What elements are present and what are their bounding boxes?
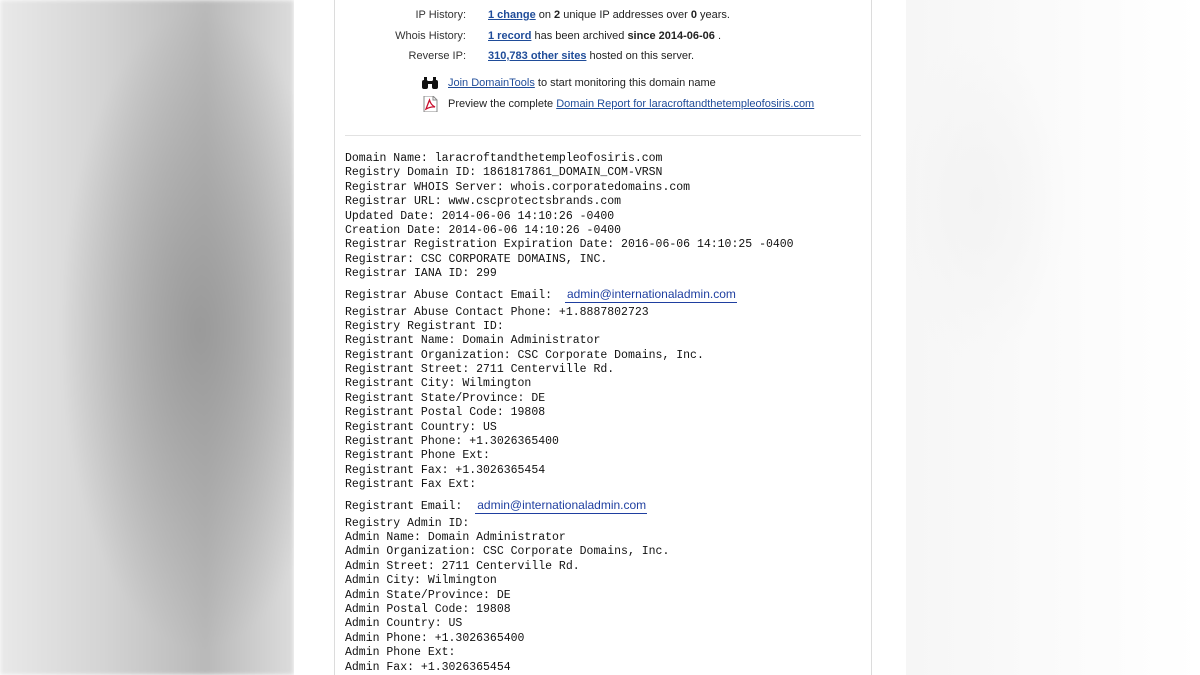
whois-line: Registrant Fax Ext:: [345, 478, 477, 492]
whois-line: Admin Street: 2711 Centerville Rd.: [345, 559, 580, 573]
whois-line: Registrant Fax: +1.3026365454: [345, 463, 546, 477]
whois-line: Registrar IANA ID: 299: [345, 267, 497, 281]
whois-line: Admin Phone: +1.3026365400: [345, 631, 525, 645]
whois-line: Admin Country: US: [345, 617, 463, 631]
whois-line: Creation Date: 2014-06-06 14:10:26 -0400: [345, 223, 622, 237]
ip-history-text: years.: [696, 9, 730, 21]
whois-line: Admin State/Province: DE: [345, 588, 511, 602]
ip-years: 0: [690, 9, 697, 21]
whois-line: Registrant Name: Domain Administrator: [345, 334, 601, 348]
ip-history-text: on: [535, 9, 555, 21]
registrant-email-link[interactable]: admin@internationaladmin.com: [477, 497, 647, 512]
whois-line: Registrant Country: US: [345, 420, 497, 434]
whois-history-link[interactable]: 1 record: [488, 30, 532, 42]
reverse-ip-label: Reverse IP:: [408, 50, 466, 62]
whois-line: Admin Organization: CSC Corporate Domains, Inc.: [345, 545, 670, 559]
whois-line: Registrant State/Province: DE: [345, 391, 546, 405]
whois-line: Admin Postal Code: 19808: [345, 602, 511, 616]
whois-line: Updated Date: 2014-06-06 14:10:26 -0400: [345, 209, 615, 223]
whois-line: Registrar URL: www.cscprotectsbrands.com: [345, 195, 622, 209]
whois-line: Admin Name: Domain Administrator: [345, 530, 566, 544]
registrant-email-label: Registrant Email:: [345, 499, 470, 513]
background-blur-right: [906, 0, 1200, 675]
registrant-email-line: [345, 493, 865, 517]
abuse-email-label: Registrar Abuse Contact Email:: [345, 288, 559, 302]
ip-history-text: unique IP addresses over: [560, 9, 691, 21]
domain-report-text: [448, 95, 814, 113]
whois-line: Admin Fax: +1.3026365454: [345, 660, 511, 674]
whois-line: Registrar: CSC CORPORATE DOMAINS, INC.: [345, 252, 608, 266]
whois-line: Registry Registrant ID:: [345, 319, 504, 333]
join-domaintools-text: [448, 74, 716, 92]
reverse-ip-link[interactable]: 310,783 other sites: [488, 50, 587, 62]
domain-report-link[interactable]: Domain Report for laracroftandthetempleofosiris.com: [556, 98, 815, 110]
background-blur-left: [0, 0, 294, 675]
ip-count: 2: [554, 9, 561, 21]
ip-history-label: IP History:: [415, 9, 466, 21]
whois-line: Registrant Phone Ext:: [345, 449, 490, 463]
whois-line: Registry Domain ID: 1861817861_DOMAIN_COM-VRSN: [345, 166, 663, 180]
reverse-ip-value: [488, 48, 694, 64]
reverse-ip-text: hosted on this server.: [586, 50, 695, 62]
whois-content-frame: [334, 0, 872, 675]
ip-history-link[interactable]: 1 change: [488, 9, 536, 21]
abuse-email-link[interactable]: admin@internationaladmin.com: [566, 286, 736, 301]
binoculars-icon: [421, 75, 439, 91]
whois-record: [345, 152, 865, 675]
whois-line: Registrant City: Wilmington: [345, 377, 532, 391]
whois-lines-admin: [345, 517, 865, 675]
whois-line: Registrant Street: 2711 Centerville Rd.: [345, 363, 615, 377]
whois-line: Registrar WHOIS Server: whois.corporatedomains.com: [345, 180, 691, 194]
whois-line: Registrant Postal Code: 19808: [345, 406, 546, 420]
whois-lines-registrant: [345, 306, 865, 493]
whois-history-value: [488, 28, 721, 44]
whois-line: Registrar Registration Expiration Date: 2016-06-06 14:10:25 -0400: [345, 238, 794, 252]
whois-line: Admin City: Wilmington: [345, 574, 497, 588]
join-domaintools-link[interactable]: Join DomainTools: [448, 77, 535, 89]
whois-lines-registrar: [345, 152, 865, 282]
whois-line: Registrant Phone: +1.3026365400: [345, 435, 559, 449]
whois-line: Registrant Organization: CSC Corporate Domains, Inc.: [345, 348, 704, 362]
whois-history-text: .: [714, 30, 722, 42]
whois-line: Admin Phone Ext:: [345, 646, 456, 660]
whois-page: [294, 0, 906, 675]
whois-history-since: since 2014-06-06: [627, 30, 715, 42]
whois-history-label: Whois History:: [395, 30, 466, 42]
pdf-icon: [421, 96, 439, 112]
join-domaintools-rest: to start monitoring this domain name: [534, 77, 716, 89]
preview-text: Preview the complete: [448, 98, 557, 110]
whois-line: Domain Name: laracroftandthetempleofosiris.com: [345, 152, 663, 165]
whois-line: Registry Admin ID:: [345, 516, 470, 530]
whois-history-text: has been archived: [531, 30, 628, 42]
ip-history-value: [488, 7, 730, 23]
abuse-email-line: [345, 282, 865, 306]
whois-line: Registrar Abuse Contact Phone: +1.8887802723: [345, 305, 649, 319]
section-divider: [345, 135, 861, 136]
